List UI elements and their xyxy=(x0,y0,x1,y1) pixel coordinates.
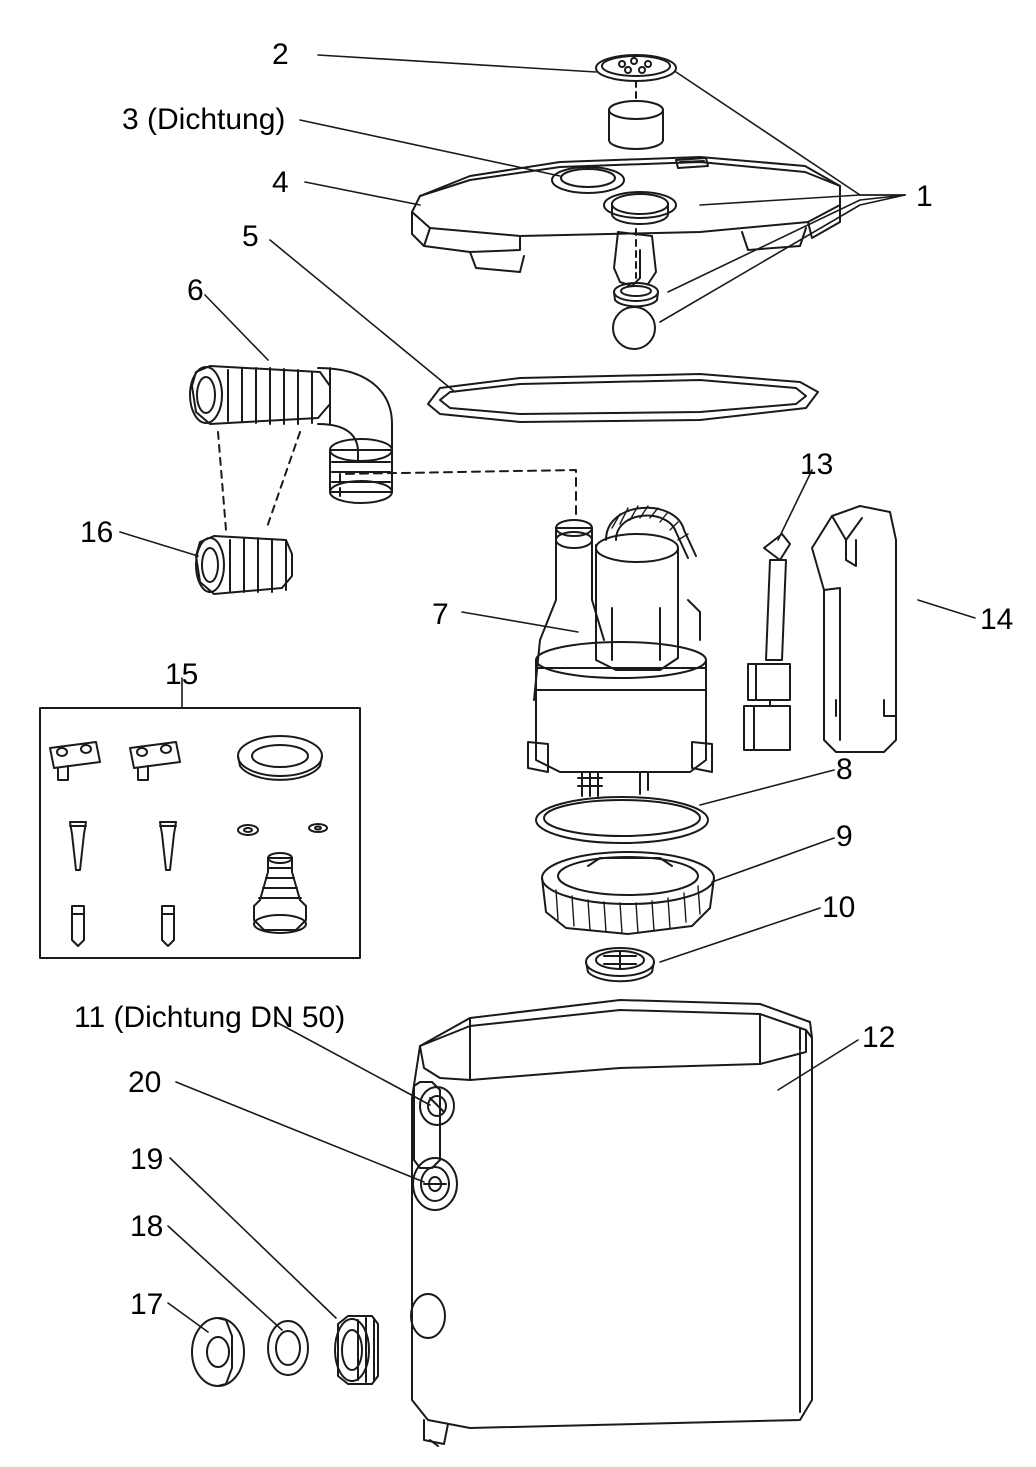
part-18-flat-gasket xyxy=(268,1321,308,1375)
callout-9 xyxy=(836,822,853,852)
callout-5 xyxy=(242,222,259,252)
callout-4 xyxy=(272,168,289,198)
callout-label: 15 xyxy=(165,658,199,691)
callout-label: 2 xyxy=(272,38,289,71)
callout-14 xyxy=(980,605,1013,635)
callout-label: 5 xyxy=(242,220,259,253)
callout-label: 19 xyxy=(130,1143,164,1176)
part-12-tank xyxy=(411,1000,812,1446)
part-14-guard-cover xyxy=(812,506,896,752)
callout-label: 20 xyxy=(128,1066,162,1099)
callout-label: 11 (Dichtung DN 50) xyxy=(74,1001,346,1034)
callout-label: 10 xyxy=(822,891,856,924)
part-9-locking-ring xyxy=(542,852,714,934)
part-2-vent-cap xyxy=(596,55,676,149)
callout-label: 14 xyxy=(980,603,1014,636)
callout-label: 16 xyxy=(80,516,114,549)
part-6-elbow-connector xyxy=(190,366,392,503)
callout-3-dichtung xyxy=(122,105,285,135)
callout-label: 3 (Dichtung) xyxy=(122,103,286,136)
callout-label: 8 xyxy=(836,753,853,786)
callout-10 xyxy=(822,893,855,923)
callout-16 xyxy=(80,518,113,548)
callout-12 xyxy=(862,1023,895,1053)
callout-label: 4 xyxy=(272,166,289,199)
part-4-lid xyxy=(412,157,840,286)
callout-label: 7 xyxy=(432,598,449,631)
part-15-hardware-box xyxy=(40,708,360,958)
callout-label: 6 xyxy=(187,274,204,307)
callout-label: 18 xyxy=(130,1210,164,1243)
callout-13 xyxy=(800,450,833,480)
callout-1 xyxy=(916,182,933,212)
interchange-arrows xyxy=(218,432,300,530)
callout-label: 9 xyxy=(836,820,853,853)
part-8-o-ring xyxy=(536,797,708,843)
callout-8 xyxy=(836,755,853,785)
part-10-strainer-disc xyxy=(586,948,654,981)
part-19-threaded-ring xyxy=(335,1316,378,1384)
callout-label: 17 xyxy=(130,1288,164,1321)
callout-18 xyxy=(130,1212,163,1242)
callout-20 xyxy=(128,1068,161,1098)
part-5-gasket xyxy=(428,374,818,422)
callout-label: 12 xyxy=(862,1021,896,1054)
callout-11-dichtung-dn50 xyxy=(74,1003,345,1033)
part-13-float-rod xyxy=(744,534,790,750)
callout-17 xyxy=(130,1290,163,1320)
part-7-pump xyxy=(528,506,712,796)
callout-label: 13 xyxy=(800,448,834,481)
callout-2 xyxy=(272,40,289,70)
callout-19 xyxy=(130,1145,163,1175)
callout-label: 1 xyxy=(916,180,933,213)
callout-15 xyxy=(165,660,198,690)
part-1-small-seal xyxy=(614,283,658,306)
part-1-ball-plug xyxy=(613,307,655,349)
callout-6 xyxy=(187,276,204,306)
part-16-straight-connector xyxy=(196,536,292,594)
callout-7 xyxy=(432,600,449,630)
part-17-blanking-plug xyxy=(192,1318,244,1386)
